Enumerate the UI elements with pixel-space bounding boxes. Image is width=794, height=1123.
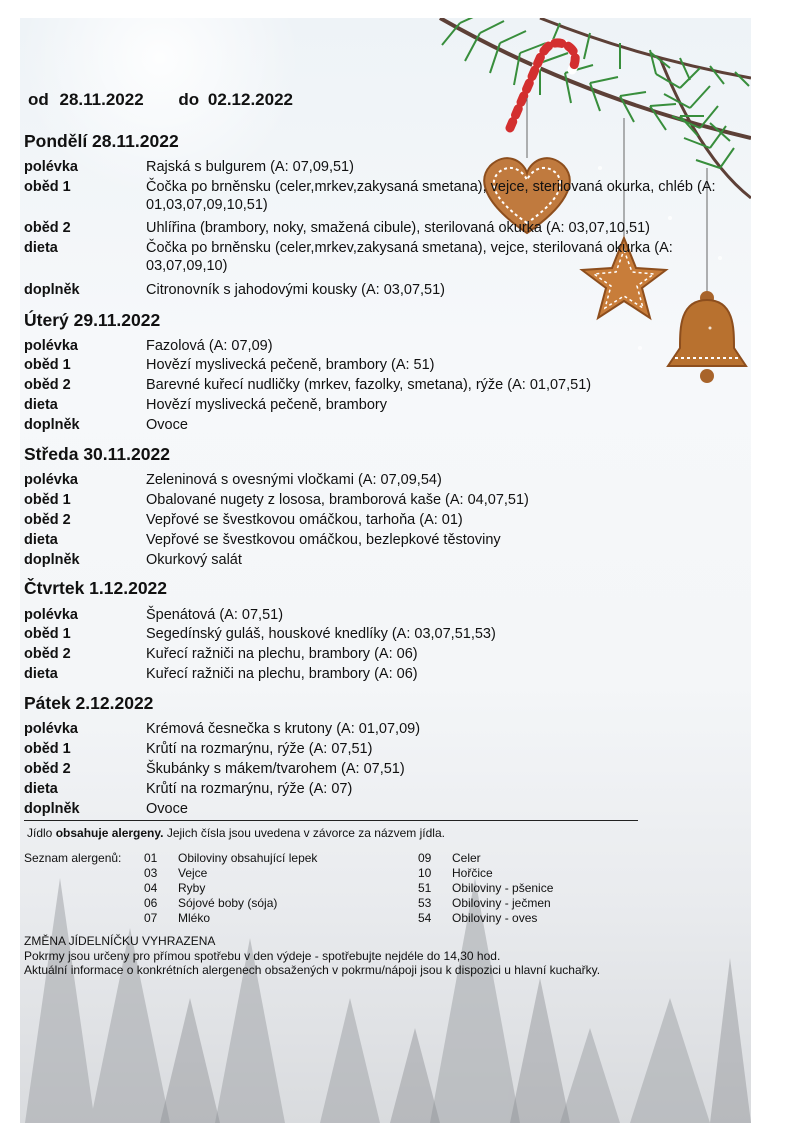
row-dish: Škubánky s mákem/tvarohem (A: 07,51) xyxy=(146,761,405,777)
footer-change-notice: ZMĚNA JÍDELNÍČKU VYHRAZENA xyxy=(24,934,216,948)
allergen-name: Obiloviny obsahující lepek xyxy=(178,851,318,865)
row-label: doplněk xyxy=(24,282,80,298)
allergen-name: Vejce xyxy=(178,866,208,880)
allergen-name: Ryby xyxy=(178,881,206,895)
row-dish: Kuřecí ražniči na plechu, brambory (A: 06) xyxy=(146,666,418,682)
day-title: Úterý 29.11.2022 xyxy=(24,310,161,330)
allergen-code: 51 xyxy=(418,881,432,895)
footer-allergen-info: Aktuální informace o konkrétních alergenech obsažených v pokrmu/nápoji jsou k dispozici u hlavní kuchařky. xyxy=(24,963,601,977)
row-label: polévka xyxy=(24,607,78,623)
day-title: Čtvrtek 1.12.2022 xyxy=(24,578,168,598)
row-label: oběd 2 xyxy=(24,220,71,236)
row-label: oběd 1 xyxy=(24,492,71,508)
period-from-date: 28.11.2022 xyxy=(59,90,144,109)
allergen-name: Hořčice xyxy=(452,866,493,880)
row-dish: Vepřové se švestkovou omáčkou, bezlepkové těstoviny xyxy=(146,532,501,548)
row-label: dieta xyxy=(24,397,58,413)
allergen-code: 06 xyxy=(144,896,158,910)
day-title: Pondělí 28.11.2022 xyxy=(24,131,179,151)
row-label: oběd 1 xyxy=(24,357,71,373)
allergen-code: 04 xyxy=(144,881,158,895)
row-label: oběd 2 xyxy=(24,761,71,777)
row-label: oběd 1 xyxy=(24,626,71,642)
row-label: polévka xyxy=(24,159,78,175)
day-title: Středa 30.11.2022 xyxy=(24,444,170,464)
allergen-code: 07 xyxy=(144,911,158,925)
row-dish: Segedínský guláš, houskové knedlíky (A: 03,07,51,53) xyxy=(146,626,496,642)
row-dish: Hovězí myslivecká pečeně, brambory (A: 51) xyxy=(146,357,435,373)
row-label: oběd 1 xyxy=(24,179,71,195)
allergen-code: 03 xyxy=(144,866,158,880)
winter-trees-icon xyxy=(25,878,710,1123)
row-dish: Kuřecí ražniči na plechu, brambory (A: 06) xyxy=(146,646,418,662)
allergen-list-label: Seznam alergenů: xyxy=(24,851,122,865)
row-dish: Citronovník s jahodovými kousky (A: 03,07,51) xyxy=(146,282,445,298)
allergen-note xyxy=(27,826,445,840)
row-dish: Ovoce xyxy=(146,801,188,817)
row-label: polévka xyxy=(24,338,78,354)
row-dish: Krůtí na rozmarýnu, rýže (A: 07) xyxy=(146,781,353,797)
day-title: Pátek 2.12.2022 xyxy=(24,693,154,713)
row-dish: Barevné kuřecí nudličky (mrkev, fazolky, smetana), rýže (A: 01,07,51) xyxy=(146,377,592,393)
allergen-note-suffix: Jejich čísla jsou uvedena v závorce za názvem jídla. xyxy=(163,826,445,840)
allergen-note-bold: obsahuje alergeny. xyxy=(55,826,164,840)
allergen-note-prefix: Jídlo xyxy=(27,826,56,840)
row-dish: Fazolová (A: 07,09) xyxy=(146,338,273,354)
row-dish: Špenátová (A: 07,51) xyxy=(146,607,284,623)
period-from-label: od xyxy=(28,90,49,109)
allergen-name: Obiloviny - pšenice xyxy=(452,881,554,895)
row-label: oběd 2 xyxy=(24,377,71,393)
footer-notes xyxy=(24,934,624,978)
allergen-code: 10 xyxy=(418,866,432,880)
row-dish: Ovoce xyxy=(146,417,188,433)
row-label: dieta xyxy=(24,781,58,797)
row-dish: Vepřové se švestkovou omáčkou, tarhoňa (A: 01) xyxy=(146,512,463,528)
row-dish: Čočka po brněnsku (celer,mrkev,zakysaná smetana), vejce, sterilovaná okurka, chléb (A: 01,03,07,09,10,51) xyxy=(146,179,716,213)
allergen-code: 09 xyxy=(418,851,432,865)
row-dish: Uhlířina (brambory, noky, smažená cibule), sterilovaná okurka (A: 03,07,10,51) xyxy=(146,220,650,236)
row-label: doplněk xyxy=(24,417,80,433)
row-label: doplněk xyxy=(24,801,80,817)
row-dish: Zeleninová s ovesnými vločkami (A: 07,09,54) xyxy=(146,472,442,488)
allergen-name: Obiloviny - ječmen xyxy=(452,896,551,910)
row-dish: Krémová česnečka s krutony (A: 01,07,09) xyxy=(146,721,421,737)
row-label: doplněk xyxy=(24,552,80,568)
row-label: dieta xyxy=(24,666,58,682)
allergen-code: 01 xyxy=(144,851,158,865)
allergen-name: Mléko xyxy=(178,911,211,925)
row-label: polévka xyxy=(24,721,78,737)
row-label: oběd 2 xyxy=(24,646,71,662)
row-dish: Krůtí na rozmarýnu, rýže (A: 07,51) xyxy=(146,741,373,757)
row-dish: Hovězí myslivecká pečeně, brambory xyxy=(146,397,387,413)
row-dish: Okurkový salát xyxy=(146,552,242,568)
row-dish: Obalované nugety z lososa, bramborová kaše (A: 04,07,51) xyxy=(146,492,529,508)
period-to-date: 02.12.2022 xyxy=(207,90,294,109)
row-label: oběd 2 xyxy=(24,512,71,528)
row-dish: Rajská s bulgurem (A: 07,09,51) xyxy=(146,159,354,175)
allergen-name: Sójové boby (sója) xyxy=(178,896,278,910)
row-label: dieta xyxy=(24,532,58,548)
row-label: dieta xyxy=(24,240,58,256)
menu-period xyxy=(28,90,293,110)
allergen-code: 54 xyxy=(418,911,432,925)
row-dish: Čočka po brněnsku (celer,mrkev,zakysaná smetana), vejce, sterilovaná okurka (A: 03,07,09,10) xyxy=(146,240,673,274)
row-label: oběd 1 xyxy=(24,741,71,757)
period-to-label: do xyxy=(178,90,200,109)
allergen-name: Obiloviny - oves xyxy=(452,911,538,925)
allergen-code: 53 xyxy=(418,896,432,910)
allergen-name: Celer xyxy=(452,851,481,865)
footer-consumption-notice: Pokrmy jsou určeny pro přímou spotřebu v den výdeje - spotřebujte nejdéle do 14,30 hod. xyxy=(24,948,501,963)
row-label: polévka xyxy=(24,472,78,488)
divider xyxy=(24,820,638,821)
